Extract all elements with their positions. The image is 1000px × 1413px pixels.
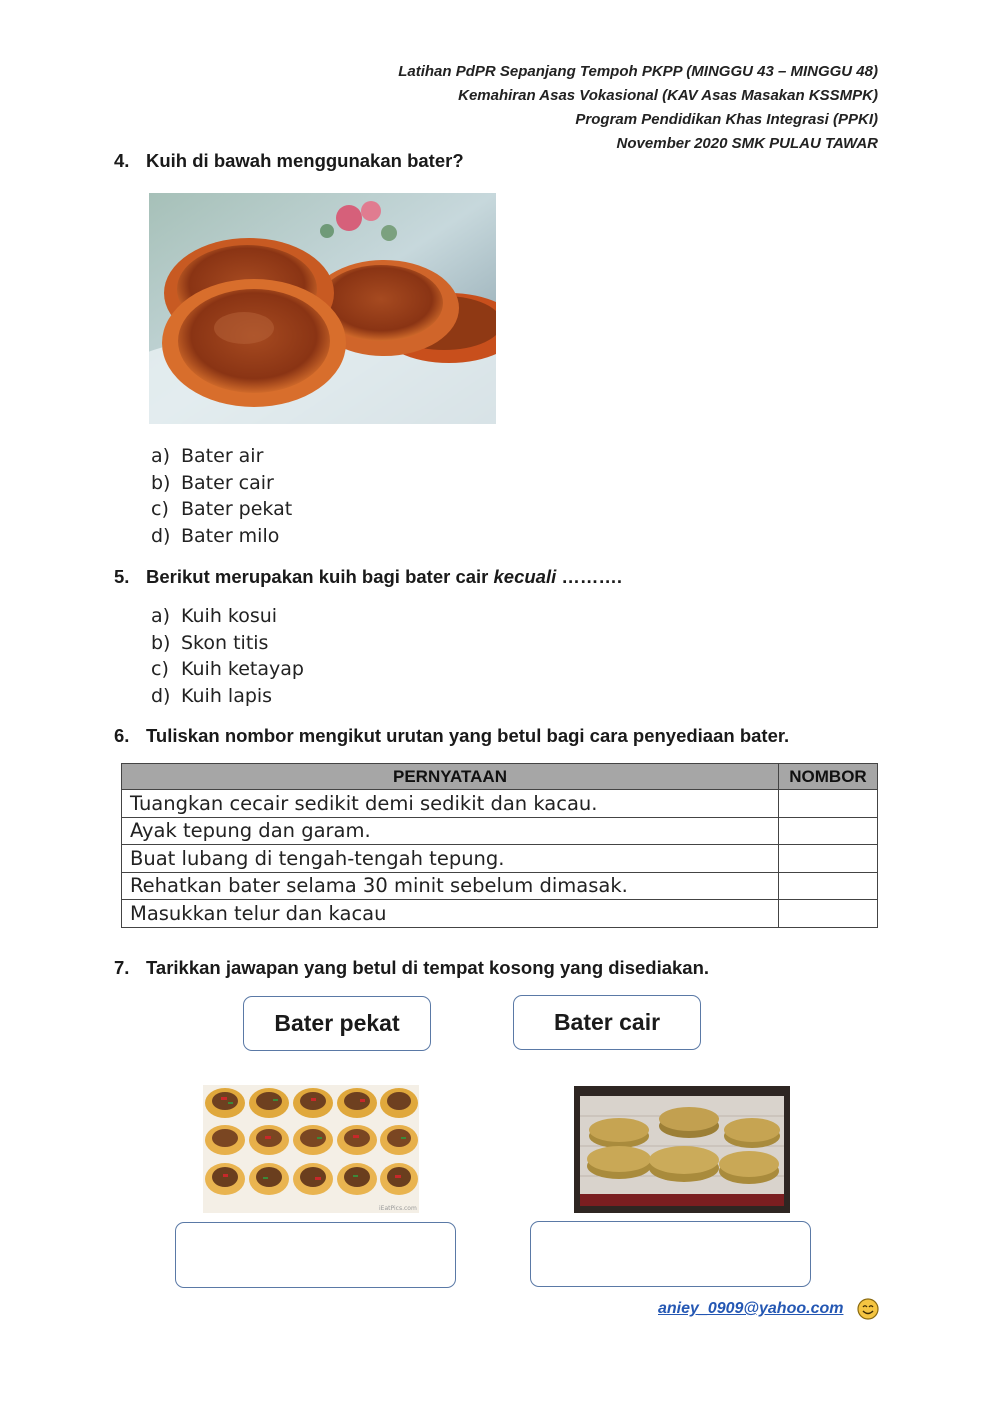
list-item (151, 470, 292, 497)
question-number: 4. (114, 150, 130, 171)
pancake-photo (574, 1086, 790, 1213)
list-item (151, 496, 292, 523)
statement-cell: Tuangkan cecair sedikit demi sedikit dan kacau. (122, 790, 779, 818)
option-text: Bater cair (181, 471, 274, 494)
list-item (151, 656, 304, 683)
option-letter: a) (151, 445, 171, 467)
option-text: Bater pekat (181, 498, 293, 520)
table-row (122, 900, 878, 928)
q4-options (151, 443, 292, 549)
drop-target-left[interactable] (175, 1222, 456, 1288)
question-text: Kuih di bawah menggunakan bater? (146, 150, 464, 171)
header-line: Program Pendidikan Khas Integrasi (PPKI) (575, 111, 878, 128)
header-line: November 2020 SMK PULAU TAWAR (616, 135, 878, 152)
table-row (122, 817, 878, 845)
list-item (151, 630, 304, 657)
question-number: 7. (114, 957, 130, 978)
steps-table (121, 763, 878, 928)
option-text: Skon titis (181, 631, 269, 654)
kuih-bater-photo (149, 193, 496, 424)
drag-choice-bater-cair[interactable]: Bater cair (513, 995, 701, 1050)
watermark: iEatPics.com (379, 1205, 417, 1212)
number-input-cell[interactable] (779, 900, 878, 928)
list-item (151, 523, 292, 550)
statement-cell: Rehatkan bater selama 30 minit sebelum dimasak. (122, 872, 779, 900)
option-text: Kuih kosui (181, 605, 278, 627)
option-text: Bater milo (181, 524, 280, 547)
option-letter: a) (151, 605, 171, 627)
list-item (151, 443, 292, 470)
statement-cell: Ayak tepung dan garam. (122, 817, 779, 845)
question-number: 5. (114, 566, 130, 587)
question-6 (114, 725, 789, 747)
option-text: Bater air (181, 445, 264, 467)
option-letter: c) (151, 498, 169, 520)
option-text: Kuih ketayap (181, 658, 304, 680)
table-row (122, 845, 878, 873)
statement-cell: Buat lubang di tengah-tengah tepung. (122, 845, 779, 873)
number-input-cell[interactable] (779, 845, 878, 873)
option-letter: b) (151, 471, 171, 494)
author-email-link[interactable]: aniey_0909@yahoo.com (658, 1300, 844, 1317)
kuih-cara-photo (203, 1085, 419, 1213)
option-letter: d) (151, 524, 171, 547)
question-number: 6. (114, 725, 130, 746)
question-emphasis: kecuali (493, 566, 557, 587)
table-header-row (122, 764, 878, 790)
question-4 (114, 150, 464, 172)
question-text: Tarikkan jawapan yang betul di tempat kosong yang disediakan. (146, 957, 710, 978)
option-letter: c) (151, 658, 169, 680)
list-item (151, 683, 304, 710)
table-row (122, 872, 878, 900)
number-input-cell[interactable] (779, 872, 878, 900)
question-7 (114, 957, 709, 979)
number-input-cell[interactable] (779, 790, 878, 818)
option-letter: d) (151, 684, 171, 707)
question-ellipsis: ………. (556, 566, 623, 587)
smiley-icon (857, 1298, 879, 1320)
header-line: Kemahiran Asas Vokasional (KAV Asas Masakan KSSMPK) (458, 87, 878, 104)
number-input-cell[interactable] (779, 817, 878, 845)
statement-cell: Masukkan telur dan kacau (122, 900, 779, 928)
question-text: Tuliskan nombor mengikut urutan yang betul bagi cara penyediaan bater. (146, 725, 790, 746)
list-item (151, 603, 304, 630)
question-text: Berikut merupakan kuih bagi bater cair (146, 566, 494, 587)
option-letter: b) (151, 631, 171, 654)
q5-options (151, 603, 304, 709)
drop-target-right[interactable] (530, 1221, 811, 1287)
question-5 (114, 566, 622, 588)
document-header (398, 60, 878, 156)
option-text: Kuih lapis (181, 684, 273, 707)
column-header-nombor: NOMBOR (779, 764, 878, 790)
column-header-pernyataan: PERNYATAAN (122, 764, 779, 790)
drag-choice-bater-pekat[interactable]: Bater pekat (243, 996, 431, 1051)
header-line: Latihan PdPR Sepanjang Tempoh PKPP (MINGGU 43 – MINGGU 48) (398, 63, 878, 80)
table-row (122, 790, 878, 818)
